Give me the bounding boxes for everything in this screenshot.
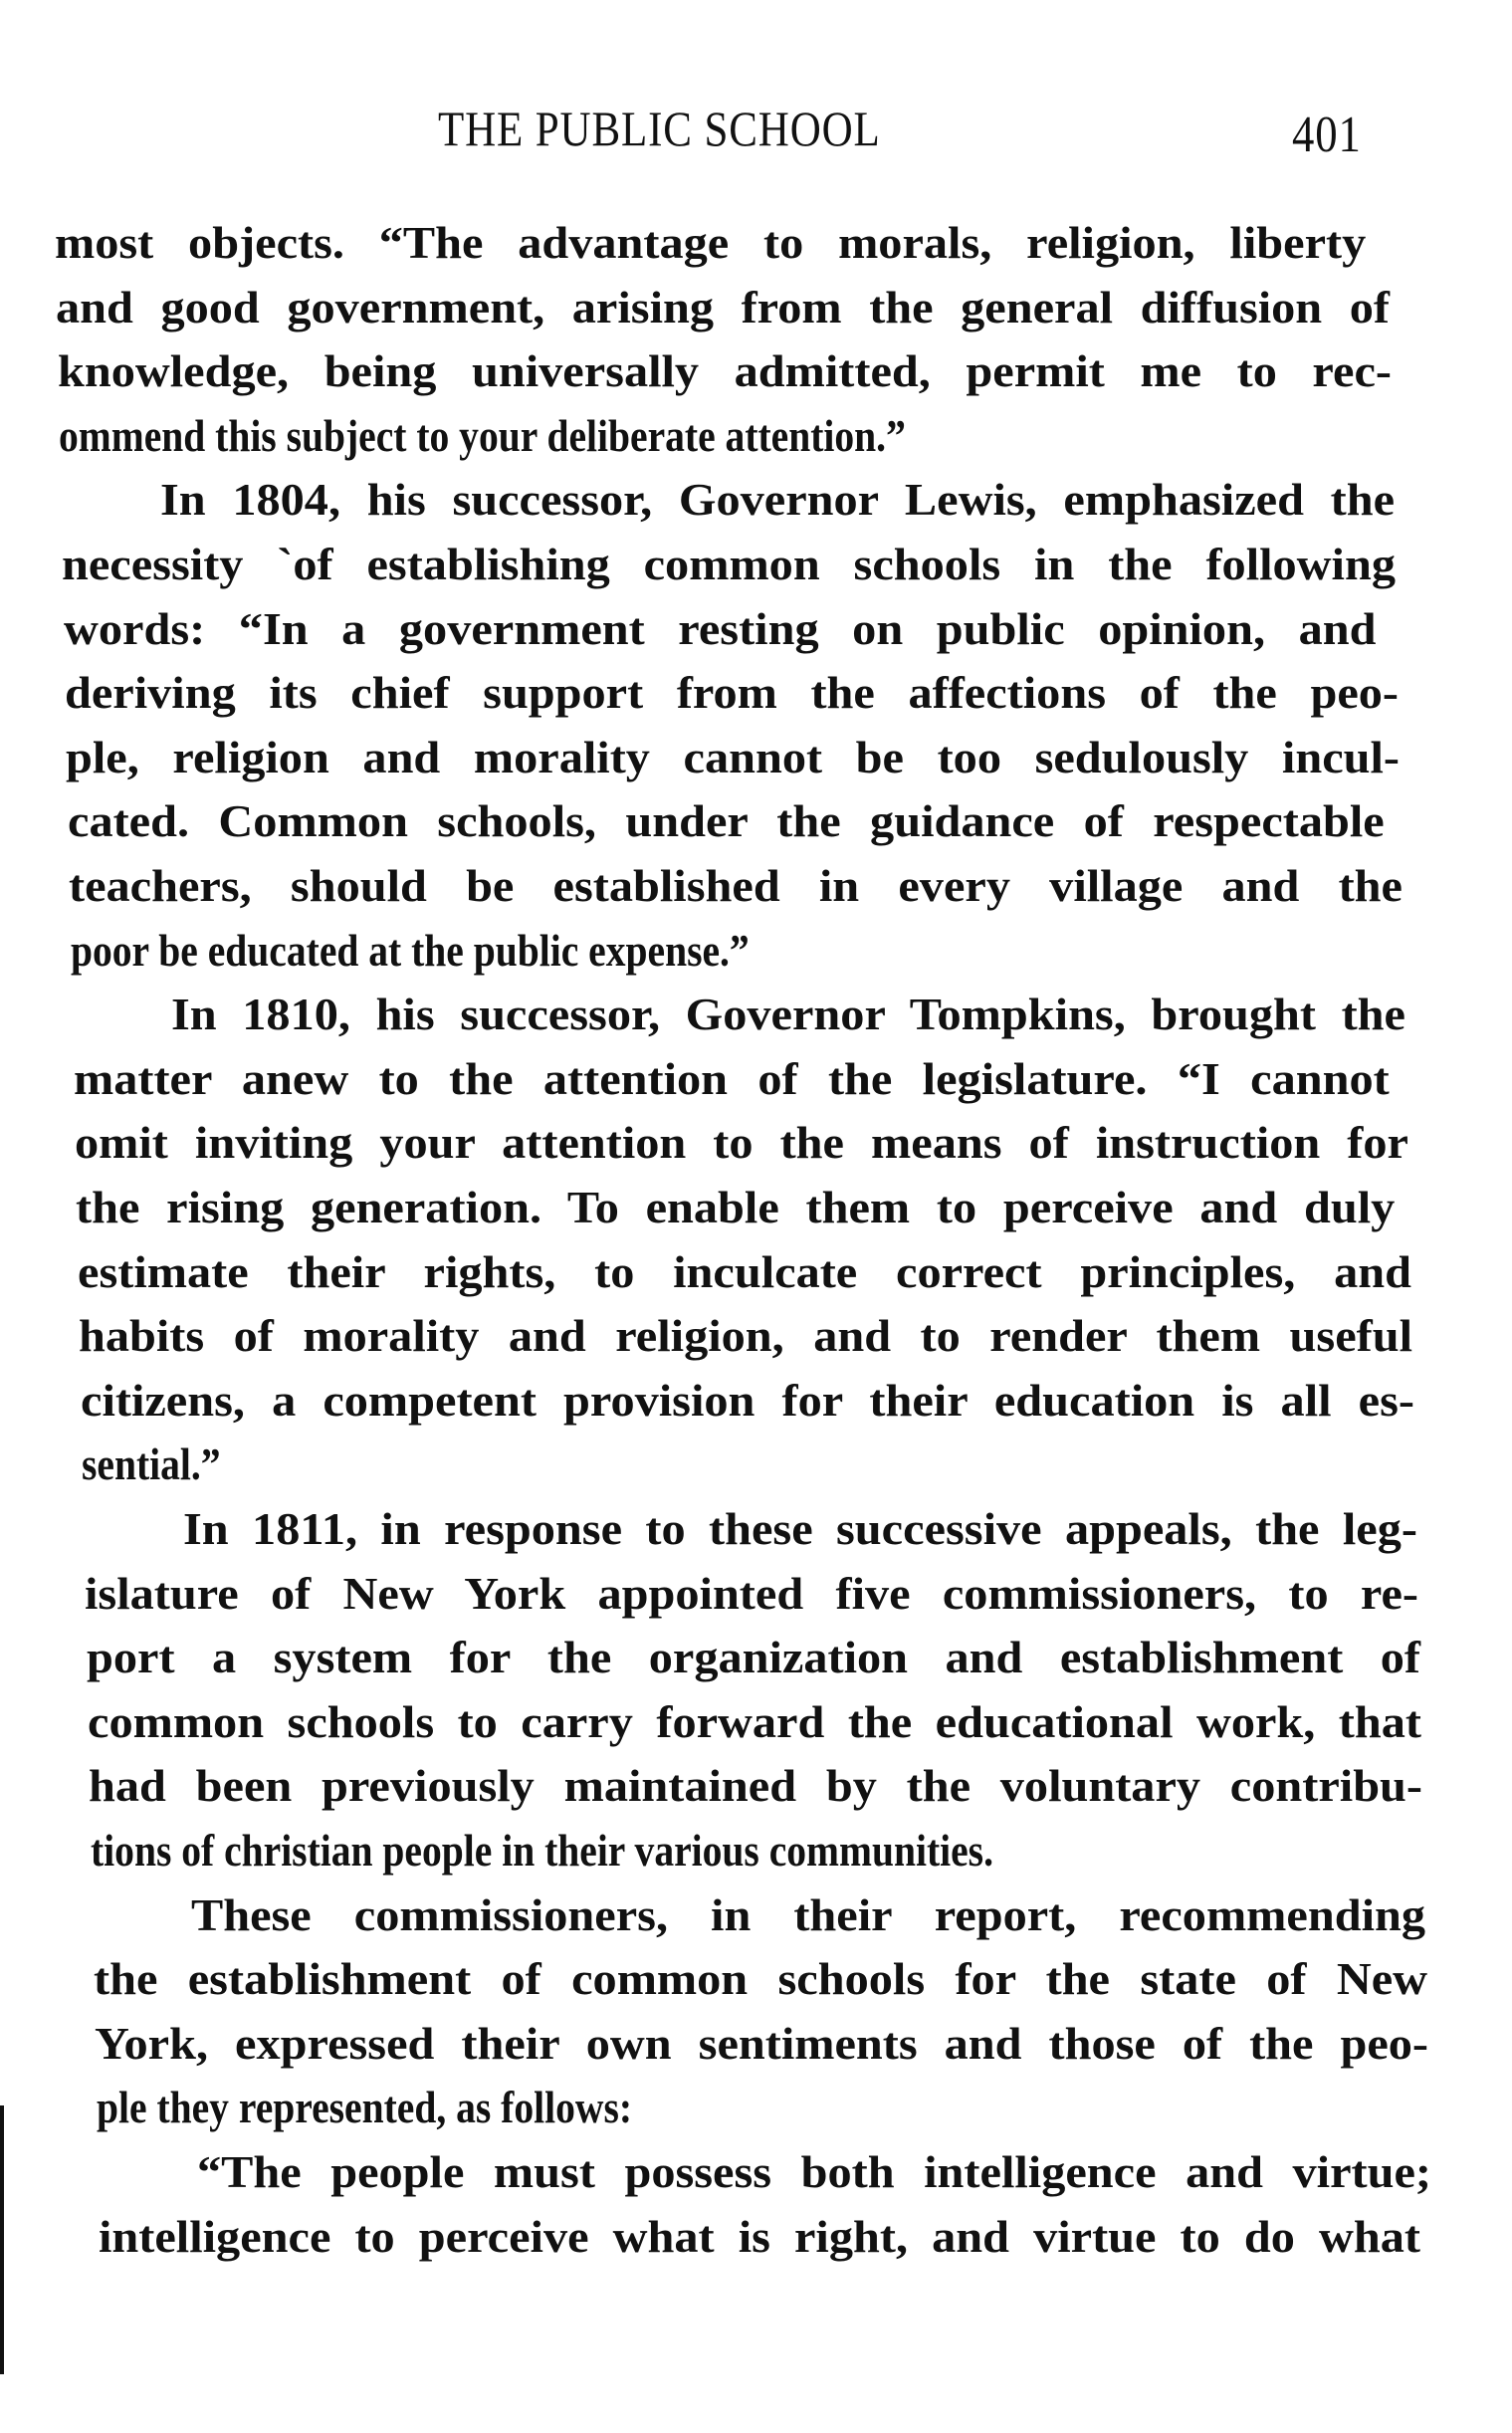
- text-line: matter anew to the attention of the legislature. “I cannot: [73, 1052, 1390, 1104]
- paragraph-first-line: In 1811, in response to these successive appeals, the leg-: [182, 1503, 1417, 1554]
- text-line: tions of christian people in their various communities.: [90, 1825, 993, 1876]
- text-line: intelligence to perceive what is right, and virtue to do what: [99, 2210, 1421, 2262]
- running-head-title: THE PUBLIC SCHOOL: [438, 101, 881, 156]
- text-line: teachers, should be established in every village and the: [69, 860, 1404, 911]
- text-line: omit inviting your attention to the means of instruction for: [75, 1117, 1409, 1169]
- paragraph-first-line: “The people must possess both intelligence and virtue;: [196, 2146, 1431, 2197]
- text-line: and good government, arising from the general diffusion of: [56, 281, 1391, 332]
- text-line: habits of morality and religion, and to render them useful: [79, 1310, 1413, 1362]
- text-line: knowledge, being universally admitted, permit me to rec-: [57, 345, 1392, 397]
- text-line: deriving its chief support from the affections of the peo-: [65, 667, 1400, 719]
- text-line: necessity ˋof establishing common schools in the following: [62, 539, 1397, 589]
- text-line: words: “In a government resting on public opinion, and: [63, 602, 1377, 654]
- text-line: the establishment of common schools for the state of New: [93, 1953, 1427, 2005]
- paragraph-first-line: In 1804, his successor, Governor Lewis, emphasized the: [159, 474, 1395, 526]
- text-line: ple, religion and morality cannot be too sedulously incul-: [66, 731, 1401, 782]
- text-line: port a system for the organization and establishment of: [86, 1632, 1420, 1683]
- scan-edge-line: [0, 2105, 4, 2374]
- text-line: most objects. “The advantage to morals, religion, liberty: [55, 217, 1367, 268]
- text-line: York, expressed their own sentiments and those of the peo-: [95, 2017, 1429, 2069]
- text-line: had been previously maintained by the voluntary contribu-: [89, 1760, 1423, 1812]
- text-line: cated. Common schools, under the guidance of respectable: [67, 795, 1385, 847]
- paragraph-first-line: In 1810, his successor, Governor Tompkins, brought the: [171, 989, 1406, 1040]
- text-line: estimate their rights, to inculcate correct principles, and: [77, 1245, 1411, 1297]
- text-line: poor be educated at the public expense.”: [70, 924, 750, 976]
- paragraph-first-line: These commissioners, in their report, recommending: [191, 1888, 1426, 1940]
- text-line: citizens, a competent provision for their education is all es-: [80, 1374, 1414, 1426]
- text-line: common schools to carry forward the educational work, that: [87, 1695, 1421, 1747]
- page-number: 401: [1292, 107, 1362, 163]
- text-line: the rising generation. To enable them to perceive and duly: [76, 1182, 1396, 1232]
- text-line: ple they represented, as follows:: [96, 2082, 632, 2133]
- text-line: ommend this subject to your deliberate attention.”: [59, 409, 907, 461]
- text-line: sential.”: [82, 1438, 221, 1490]
- text-line: islature of New York appointed five commissioners, to re-: [85, 1567, 1419, 1619]
